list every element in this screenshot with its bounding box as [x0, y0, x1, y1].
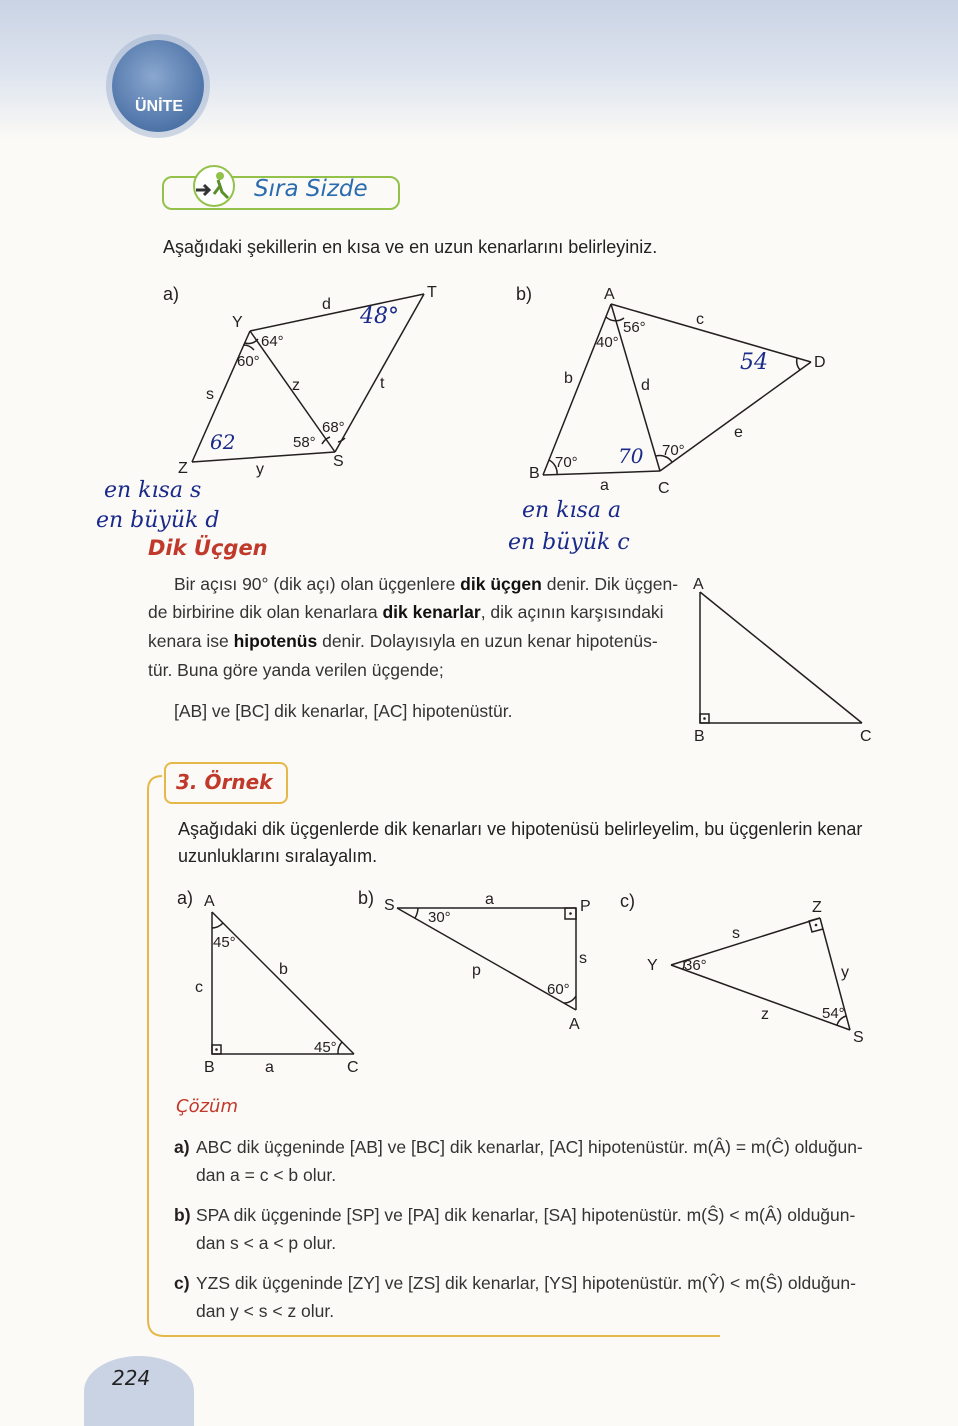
- ornek-c-vertex-S: S: [853, 1029, 864, 1046]
- cozum-a-line1: ABC dik üçgeninde [AB] ve [BC] dik kenarlar, [AC] hipotenüstür. m(Â) = m(Ĉ) olduğun-: [196, 1137, 863, 1157]
- side-a: a: [600, 477, 609, 494]
- vertex-B: B: [529, 465, 540, 482]
- angle-60: 60°: [237, 353, 260, 370]
- side-s: s: [206, 386, 214, 403]
- handwritten-longest-b: en büyük c: [508, 530, 630, 555]
- angle-40: 40°: [596, 334, 619, 351]
- ornek-prompt-line1: Aşağıdaki dik üçgenlerde dik kenarları ve hipotenüsü belirleyelim, bu üçgenlerin kenar: [178, 819, 863, 839]
- ornek-a-vertex-C: C: [347, 1059, 359, 1076]
- fig-b-label: b): [516, 284, 533, 304]
- ornek-fig-a-label: a): [177, 888, 194, 908]
- side-c: c: [696, 311, 704, 328]
- ornek-c-angle-S: 54°: [822, 1005, 845, 1022]
- angle-70-B: 70°: [555, 454, 578, 471]
- side-e: e: [734, 424, 743, 441]
- side-d: d: [322, 296, 331, 313]
- ornek-title: 3. Örnek: [176, 770, 273, 794]
- ornek-a-side-c: c: [195, 979, 203, 996]
- dik-ucgen-line3: kenara ise hipotenüs denir. Dolayısıyla en uzun kenar hipotenüs-: [148, 631, 658, 651]
- side-y: y: [256, 461, 264, 478]
- ornek-c-side-z: z: [761, 1006, 769, 1023]
- fig-a-label: a): [163, 284, 180, 304]
- side-t: t: [380, 375, 385, 392]
- vertex-B: B: [694, 728, 705, 745]
- vertex-C: C: [658, 480, 670, 497]
- vertex-Y: Y: [232, 314, 243, 331]
- vertex-A: A: [604, 286, 615, 303]
- ornek-a-angle-A: 45°: [213, 934, 236, 951]
- angle-58: 58°: [293, 434, 316, 451]
- ornek-c-vertex-Y: Y: [647, 957, 658, 974]
- side-b: b: [564, 370, 573, 387]
- cozum-b-label: b): [174, 1205, 191, 1225]
- cozum-c-line2: dan y < s < z olur.: [196, 1301, 335, 1321]
- sira-sizde-title: Sıra Sizde: [254, 176, 368, 202]
- cozum-a-line2: dan a = c < b olur.: [196, 1165, 337, 1185]
- ornek-c-angle-Y: 36°: [684, 957, 707, 974]
- ornek-c-vertex-Z: Z: [812, 899, 822, 916]
- angle-68: 68°: [322, 419, 345, 436]
- vertex-D: D: [814, 354, 826, 371]
- handwritten-angle-Z: 62: [210, 430, 236, 454]
- ornek-b-vertex-A: A: [569, 1016, 580, 1033]
- unit-label: ÜNİTE: [135, 98, 183, 115]
- ornek-fig-b-label: b): [358, 888, 375, 908]
- page-number: 224: [112, 1366, 151, 1390]
- ornek-a-side-a: a: [265, 1059, 274, 1076]
- ornek-b-angle-S: 30°: [428, 909, 451, 926]
- ornek-b-side-a: a: [485, 891, 494, 908]
- vertex-Z: Z: [178, 460, 188, 477]
- ornek-b-side-p: p: [472, 962, 481, 979]
- ornek-b-vertex-P: P: [580, 898, 591, 915]
- handwritten-angle-D: 54: [740, 350, 768, 375]
- handwritten-shortest-b: en kısa a: [522, 498, 622, 523]
- angle-56: 56°: [623, 319, 646, 336]
- cozum-a-label: a): [174, 1137, 190, 1157]
- dik-ucgen-heading: Dik Üçgen: [148, 536, 268, 560]
- ornek-b-side-s: s: [579, 950, 587, 967]
- vertex-T: T: [427, 284, 437, 301]
- cozum-b-line2: dan s < a < p olur.: [196, 1233, 337, 1253]
- side-z: z: [292, 377, 300, 394]
- cozum-heading: Çözüm: [176, 1096, 238, 1117]
- handwritten-shortest-a: en kısa s: [104, 478, 202, 503]
- ornek-a-vertex-B: B: [204, 1059, 215, 1076]
- ornek-a-vertex-A: A: [204, 893, 215, 910]
- ornek-prompt-line2: uzunluklarını sıralayalım.: [178, 846, 378, 866]
- handwritten-angle-T: 48°: [360, 304, 399, 329]
- ornek-b-vertex-S: S: [384, 897, 395, 914]
- cozum-b-line1: SPA dik üçgeninde [SP] ve [PA] dik kenarlar, [SA] hipotenüstür. m(Ŝ) < m(Â) olduğun-: [196, 1205, 856, 1225]
- ornek-b-angle-A: 60°: [547, 981, 570, 998]
- ornek-c-side-y: y: [841, 964, 849, 981]
- dik-ucgen-line1: Bir açısı 90° (dik açı) olan üçgenlere dik üçgen denir. Dik üçgen-: [174, 574, 679, 594]
- dik-ucgen-line2: de birbirine dik olan kenarlara dik kenarlar, dik açının karşısındaki: [148, 602, 664, 622]
- handwritten-longest-a: en büyük d: [96, 508, 220, 533]
- angle-70-C: 70°: [662, 442, 685, 459]
- dik-ucgen-line4: tür. Buna göre yanda verilen üçgende;: [148, 660, 444, 680]
- ornek-a-angle-C: 45°: [314, 1039, 337, 1056]
- vertex-S: S: [333, 453, 344, 470]
- side-d: d: [641, 377, 650, 394]
- dik-ucgen-line5: [AB] ve [BC] dik kenarlar, [AC] hipotenüstür.: [174, 701, 513, 721]
- vertex-A: A: [693, 576, 704, 593]
- cozum-c-label: c): [174, 1273, 190, 1293]
- handwritten-angle-C: 70: [618, 444, 644, 468]
- ornek-a-side-b: b: [279, 961, 288, 978]
- vertex-C: C: [860, 728, 872, 745]
- ornek-fig-c-label: c): [620, 891, 635, 911]
- cozum-c-line1: YZS dik üçgeninde [ZY] ve [ZS] dik kenarlar, [YS] hipotenüstür. m(Ŷ) < m(Ŝ) olduğun-: [196, 1273, 856, 1293]
- ornek-c-side-s: s: [732, 925, 740, 942]
- angle-64: 64°: [261, 333, 284, 350]
- sira-sizde-instruction: Aşağıdaki şekillerin en kısa ve en uzun kenarlarını belirleyiniz.: [163, 237, 658, 257]
